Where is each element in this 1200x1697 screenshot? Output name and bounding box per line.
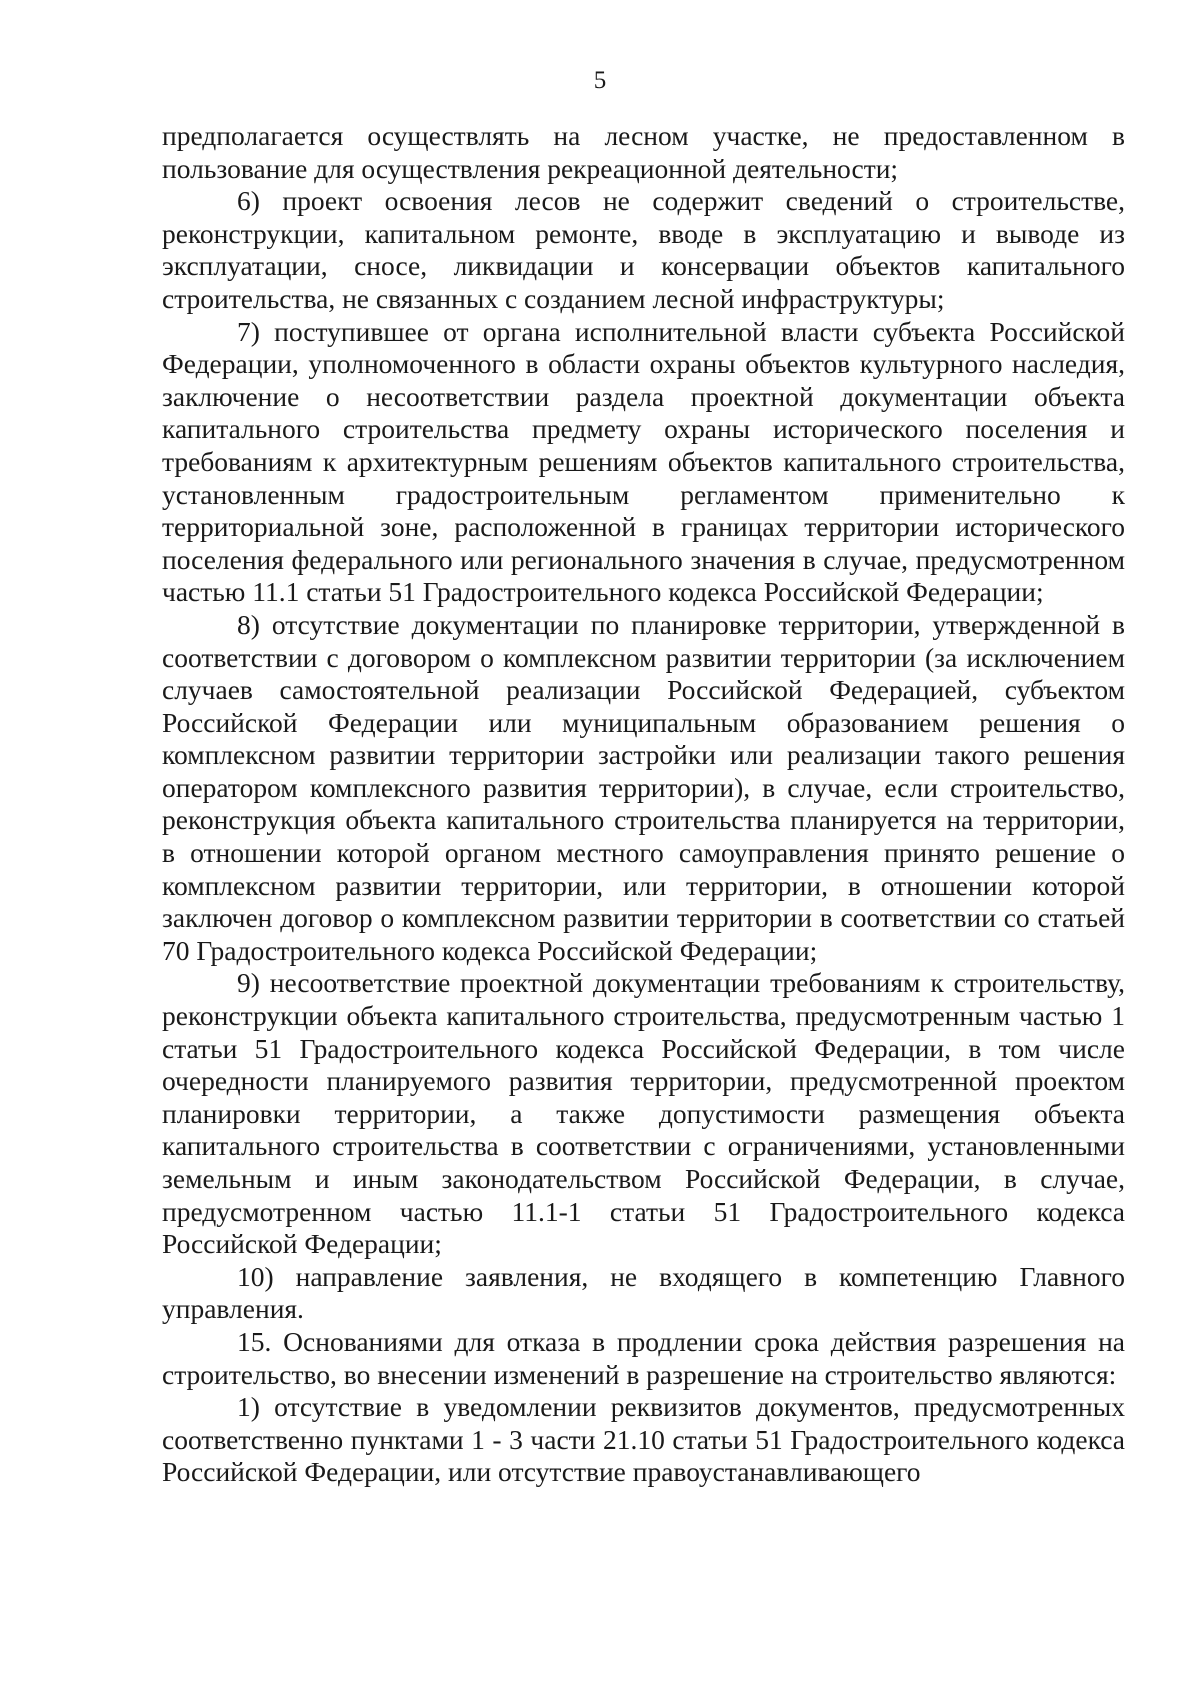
paragraph-section-15: 15. Основаниями для отказа в продлении срока действия разрешения на строительство, во внесении изменений в разрешение на строительство являются: <box>162 1325 1125 1390</box>
paragraph-item-7: 7) поступившее от органа исполнительной власти субъекта Российской Федерации, уполномоченного в области охраны объектов культурного наследия, заключение о несоответствии раздела проектной документации объекта капитального строительства предмету охраны исторического поселения и требованиям к архитектурным решениям объектов капитального строительства, установленным градостроительным регламентом применительно к территориальной зоне, расположенной в границах территории исторического поселения федерального или регионального значения в случае, предусмотренном частью 11.1 статьи 51 Градостроительного кодекса Российской Федерации; <box>162 315 1125 608</box>
page-number: 5 <box>593 67 607 94</box>
paragraph-section-15-item-1: 1) отсутствие в уведомлении реквизитов документов, предусмотренных соответственно пунктами 1 - 3 части 21.10 статьи 51 Градостроительного кодекса Российской Федерации, или отсутствие правоустанавливающего <box>162 1391 1125 1488</box>
paragraph-item-9: 9) несоответствие проектной документации требованиям к строительству, реконструкции объекта капитального строительства, предусмотренным частью 1 статьи 51 Градостроительного кодекса Российской Федерации, в том числе очередности планируемого развития территории, предусмотренной проектом планировки территории, а также допустимости размещения объекта капитального строительства в соответствии с ограничениями, установленными земельным и иным законодательством Российской Федерации, в случае, предусмотренном частью 11.1-1 статьи 51 Градостроительного кодекса Российской Федерации; <box>162 967 1125 1260</box>
paragraph-item-10: 10) направление заявления, не входящего в компетенцию Главного управления. <box>162 1260 1125 1325</box>
paragraph-continuation: предполагается осуществлять на лесном участке, не предоставленном в пользование для осуществления рекреационной деятельности; <box>162 120 1125 184</box>
paragraph-item-8: 8) отсутствие документации по планировке территории, утвержденной в соответствии с договором о комплексном развитии территории (за исключением случаев самостоятельной реализации Российской Федерацией, субъектом Российской Федерации или муниципальным образованием решения о комплексном развитии территории застройки или реализации такого решения оператором комплексного развития территории), в случае, если строительство, реконструкция объекта капитального строительства планируется на территории, в отношении которой органом местного самоуправления принято решение о комплексном развитии территории, или территории, в отношении которой заключен договор о комплексном развитии территории в соответствии со статьей 70 Градостроительного кодекса Российской Федерации; <box>162 608 1125 966</box>
document-body <box>162 120 1125 1489</box>
paragraph-item-6: 6) проект освоения лесов не содержит сведений о строительстве, реконструкции, капитальном ремонте, вводе в эксплуатацию и выводе из эксплуатации, сносе, ликвидации и консервации объектов капитального строительства, не связанных с созданием лесной инфраструктуры; <box>162 185 1125 314</box>
